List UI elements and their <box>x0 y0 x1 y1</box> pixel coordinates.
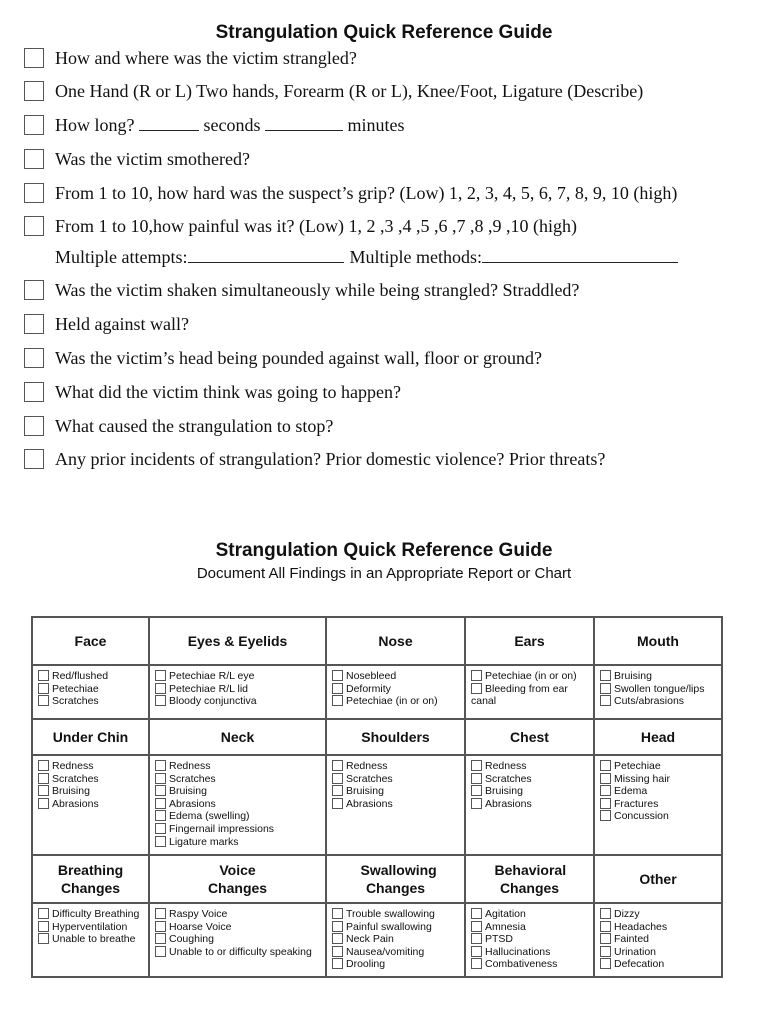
finding-label: PTSD <box>485 933 514 946</box>
finding-item <box>38 921 148 934</box>
finding-checkbox[interactable] <box>332 760 343 771</box>
finding-checkbox[interactable] <box>600 908 611 919</box>
finding-label: Fractures <box>614 797 659 810</box>
finding-item <box>600 946 721 959</box>
finding-item <box>38 798 148 811</box>
finding-label: Amnesia <box>485 920 526 933</box>
category-header-label: Nose <box>378 633 413 649</box>
category-header <box>465 719 594 755</box>
finding-checkbox[interactable] <box>600 958 611 969</box>
question-text: Held against wall? <box>55 314 189 334</box>
finding-checkbox[interactable] <box>600 946 611 957</box>
finding-checkbox[interactable] <box>471 785 482 796</box>
category-header <box>32 855 149 903</box>
finding-label: Combativeness <box>485 958 558 971</box>
finding-checkbox[interactable] <box>38 695 49 706</box>
finding-label: Dizzy <box>614 908 640 920</box>
finding-label: Redness <box>52 760 94 772</box>
finding-label: Abrasions <box>346 797 393 810</box>
question-checkbox[interactable] <box>24 382 44 402</box>
finding-item <box>332 760 464 773</box>
finding-label: Petechiae (in or on) <box>346 695 438 708</box>
finding-checkbox[interactable] <box>332 773 343 784</box>
category-items <box>32 903 149 977</box>
question-text: From 1 to 10,how painful was it? (Low) 1, 2 ,3 ,4 ,5 ,6 ,7 ,8 ,9 ,10 (high) <box>55 216 577 236</box>
finding-checkbox[interactable] <box>332 946 343 957</box>
finding-item <box>471 933 593 946</box>
finding-checkbox[interactable] <box>600 798 611 809</box>
finding-checkbox[interactable] <box>155 908 166 919</box>
finding-checkbox[interactable] <box>155 798 166 809</box>
finding-item <box>600 773 721 786</box>
finding-label: Difficulty Breathing <box>52 908 140 920</box>
finding-item <box>600 921 721 934</box>
finding-checkbox[interactable] <box>332 933 343 944</box>
finding-item <box>471 785 593 798</box>
finding-label: Scratches <box>169 772 216 785</box>
finding-item <box>155 823 325 836</box>
category-header-row <box>32 855 722 903</box>
category-header <box>32 719 149 755</box>
category-items <box>594 903 722 977</box>
finding-item <box>155 810 325 823</box>
finding-item <box>155 908 325 921</box>
finding-item <box>600 695 721 708</box>
finding-label: Painful swallowing <box>346 920 432 933</box>
category-header <box>465 617 594 665</box>
finding-checkbox[interactable] <box>600 683 611 694</box>
finding-label: Fingernail impressions <box>169 822 275 835</box>
finding-checkbox[interactable] <box>38 760 49 771</box>
finding-label: Bloody conjunctiva <box>169 695 257 708</box>
finding-checkbox[interactable] <box>471 958 482 969</box>
finding-label: Hallucinations <box>485 945 551 958</box>
finding-label: Redness <box>346 760 388 772</box>
finding-item <box>332 958 464 971</box>
finding-item <box>155 798 325 811</box>
finding-checkbox[interactable] <box>471 933 482 944</box>
category-items <box>149 755 326 855</box>
finding-checkbox[interactable] <box>332 798 343 809</box>
finding-label: Edema <box>614 785 648 798</box>
category-header <box>32 617 149 665</box>
finding-checkbox[interactable] <box>155 810 166 821</box>
finding-item <box>332 921 464 934</box>
finding-checkbox[interactable] <box>38 785 49 796</box>
finding-checkbox[interactable] <box>332 695 343 706</box>
finding-checkbox[interactable] <box>332 670 343 681</box>
finding-label: Hoarse Voice <box>169 920 232 933</box>
finding-checkbox[interactable] <box>471 683 482 694</box>
question-checkbox[interactable] <box>24 183 44 203</box>
seconds-blank[interactable] <box>139 115 199 131</box>
finding-item <box>155 670 325 683</box>
finding-checkbox[interactable] <box>332 921 343 932</box>
finding-checkbox[interactable] <box>600 760 611 771</box>
finding-item <box>155 921 325 934</box>
finding-label: Abrasions <box>52 797 99 810</box>
finding-label: Bleeding from ear canal <box>471 682 568 708</box>
finding-item <box>155 946 325 959</box>
finding-checkbox[interactable] <box>38 683 49 694</box>
category-items <box>32 665 149 719</box>
finding-checkbox[interactable] <box>155 683 166 694</box>
question-text <box>55 114 405 136</box>
category-header <box>149 719 326 755</box>
category-header <box>326 855 465 903</box>
category-items <box>326 903 465 977</box>
finding-checkbox[interactable] <box>155 823 166 834</box>
finding-item <box>471 670 593 683</box>
category-items <box>326 665 465 719</box>
multiple-methods-blank[interactable] <box>482 247 678 263</box>
finding-checkbox[interactable] <box>38 933 49 944</box>
finding-checkbox[interactable] <box>155 785 166 796</box>
question-text: What caused the strangulation to stop? <box>55 416 334 436</box>
category-header-label: Behavioral Changes <box>494 862 567 896</box>
category-items <box>326 755 465 855</box>
finding-label: Redness <box>485 760 527 772</box>
finding-item <box>332 946 464 959</box>
category-header <box>594 719 722 755</box>
finding-item <box>155 683 325 696</box>
finding-label: Petechiae R/L lid <box>169 682 248 695</box>
finding-checkbox[interactable] <box>155 836 166 847</box>
finding-checkbox[interactable] <box>600 933 611 944</box>
finding-checkbox[interactable] <box>471 670 482 681</box>
question-checkbox[interactable] <box>24 449 44 469</box>
finding-item <box>600 785 721 798</box>
finding-checkbox[interactable] <box>332 683 343 694</box>
question-text: Any prior incidents of strangulation? Prior domestic violence? Prior threats? <box>55 449 606 469</box>
finding-checkbox[interactable] <box>155 773 166 784</box>
finding-label: Concussion <box>614 810 669 823</box>
multiple-attempts-blank[interactable] <box>188 247 344 263</box>
finding-item <box>38 670 148 683</box>
finding-item <box>471 958 593 971</box>
finding-item <box>332 908 464 921</box>
finding-checkbox[interactable] <box>600 785 611 796</box>
finding-item <box>332 785 464 798</box>
finding-label: Bruising <box>614 670 652 682</box>
finding-item <box>471 921 593 934</box>
finding-item <box>155 785 325 798</box>
finding-item <box>38 760 148 773</box>
finding-checkbox[interactable] <box>471 908 482 919</box>
category-items <box>465 665 594 719</box>
category-header <box>594 855 722 903</box>
finding-item <box>155 836 325 849</box>
finding-label: Hyperventilation <box>52 920 128 933</box>
how-long-label: How long? <box>55 115 135 135</box>
category-header-label: Eyes & Eyelids <box>187 633 288 649</box>
category-items <box>465 903 594 977</box>
guide2-subtitle: Document All Findings in an Appropriate Report or Chart <box>196 565 572 582</box>
finding-checkbox[interactable] <box>38 773 49 784</box>
finding-label: Redness <box>169 760 211 772</box>
question-text: Was the victim’s head being pounded against wall, floor or ground? <box>55 348 542 368</box>
finding-label: Scratches <box>52 772 99 785</box>
question-checkbox[interactable] <box>24 280 44 300</box>
finding-checkbox[interactable] <box>471 946 482 957</box>
question-checkbox[interactable] <box>24 149 44 169</box>
finding-label: Scratches <box>485 772 532 785</box>
question-checkbox[interactable] <box>24 115 44 135</box>
category-header-label: Swallowing Changes <box>360 862 437 896</box>
finding-label: Swollen tongue/lips <box>614 682 705 695</box>
finding-label: Scratches <box>346 772 393 785</box>
finding-label: Red/flushed <box>52 670 109 682</box>
question-checkbox[interactable] <box>24 348 44 368</box>
finding-checkbox[interactable] <box>155 670 166 681</box>
finding-item <box>155 933 325 946</box>
finding-item <box>332 773 464 786</box>
question-text: From 1 to 10, how hard was the suspect’s grip? (Low) 1, 2, 3, 4, 5, 6, 7, 8, 9, 10 (high) <box>55 183 678 203</box>
finding-item <box>332 670 464 683</box>
category-items <box>594 755 722 855</box>
finding-checkbox[interactable] <box>155 695 166 706</box>
finding-checkbox[interactable] <box>155 933 166 944</box>
finding-label: Coughing <box>169 933 214 946</box>
finding-label: Bruising <box>346 785 384 798</box>
finding-label: Petechiae (in or on) <box>485 670 577 682</box>
finding-label: Bruising <box>52 785 90 798</box>
finding-checkbox[interactable] <box>471 798 482 809</box>
minutes-label: minutes <box>347 115 405 135</box>
question-text: Was the victim shaken simultaneously while being strangled? Straddled? <box>55 280 580 300</box>
category-items-row <box>32 755 722 855</box>
finding-label: Abrasions <box>485 797 532 810</box>
finding-item <box>155 695 325 708</box>
question-checkbox[interactable] <box>24 48 44 68</box>
finding-label: Bruising <box>169 785 207 798</box>
finding-item <box>155 760 325 773</box>
guide1-title: Strangulation Quick Reference Guide <box>215 22 553 43</box>
finding-checkbox[interactable] <box>600 773 611 784</box>
category-header-label: Chest <box>510 729 549 745</box>
category-header <box>465 855 594 903</box>
category-items <box>149 903 326 977</box>
finding-label: Agitation <box>485 908 526 920</box>
finding-checkbox[interactable] <box>471 921 482 932</box>
finding-checkbox[interactable] <box>155 760 166 771</box>
finding-label: Scratches <box>52 695 99 708</box>
finding-checkbox[interactable] <box>332 908 343 919</box>
finding-item <box>38 773 148 786</box>
finding-label: Trouble swallowing <box>346 908 435 920</box>
finding-label: Petechiae R/L eye <box>169 670 255 682</box>
finding-item <box>332 695 464 708</box>
finding-checkbox[interactable] <box>155 946 166 957</box>
finding-item <box>38 933 148 946</box>
category-header-label: Breathing Changes <box>57 862 124 896</box>
category-items <box>465 755 594 855</box>
finding-item <box>471 683 586 708</box>
finding-label: Neck Pain <box>346 933 394 946</box>
finding-item <box>471 798 593 811</box>
findings-table <box>31 616 723 978</box>
multiple-text <box>55 246 678 268</box>
category-header-label: Head <box>640 729 676 745</box>
finding-checkbox[interactable] <box>471 773 482 784</box>
finding-item <box>600 958 721 971</box>
finding-label: Edema (swelling) <box>169 810 250 823</box>
finding-item <box>38 785 148 798</box>
question-checkbox[interactable] <box>24 314 44 334</box>
category-header-label: Other <box>639 871 677 887</box>
finding-item <box>332 933 464 946</box>
finding-label: Abrasions <box>169 797 216 810</box>
category-items <box>149 665 326 719</box>
finding-checkbox[interactable] <box>600 695 611 706</box>
finding-label: Defecation <box>614 958 665 971</box>
finding-checkbox[interactable] <box>38 798 49 809</box>
finding-checkbox[interactable] <box>332 785 343 796</box>
category-items-row <box>32 665 722 719</box>
category-header <box>326 617 465 665</box>
category-header <box>326 719 465 755</box>
finding-item <box>155 773 325 786</box>
finding-checkbox[interactable] <box>471 760 482 771</box>
question-text: What did the victim think was going to happen? <box>55 382 401 402</box>
finding-item <box>600 670 721 683</box>
category-header <box>594 617 722 665</box>
finding-checkbox[interactable] <box>332 958 343 969</box>
finding-item <box>600 933 721 946</box>
finding-item <box>38 683 148 696</box>
finding-item <box>471 908 593 921</box>
finding-checkbox[interactable] <box>38 921 49 932</box>
question-checkbox[interactable] <box>24 216 44 236</box>
finding-label: Petechiae <box>614 760 661 772</box>
finding-label: Cuts/abrasions <box>614 695 685 708</box>
finding-item <box>471 760 593 773</box>
category-header-label: Ears <box>514 633 545 649</box>
question-checkbox[interactable] <box>24 416 44 436</box>
finding-item <box>471 773 593 786</box>
category-header-label: Under Chin <box>52 729 129 745</box>
finding-item <box>332 798 464 811</box>
question-text: Was the victim smothered? <box>55 149 250 169</box>
finding-item <box>38 908 148 921</box>
question-text: One Hand (R or L) Two hands, Forearm (R or L), Knee/Foot, Ligature (Describe) <box>55 81 644 101</box>
category-header-label: Voice Changes <box>207 862 268 896</box>
multiple-attempts-label: Multiple attempts: <box>55 247 188 267</box>
finding-label: Deformity <box>346 682 391 695</box>
finding-label: Nosebleed <box>346 670 397 682</box>
finding-item <box>600 908 721 921</box>
finding-checkbox[interactable] <box>600 670 611 681</box>
category-header-label: Neck <box>220 729 255 745</box>
finding-label: Headaches <box>614 920 668 933</box>
finding-label: Nausea/vomiting <box>346 945 425 958</box>
category-header-row <box>32 719 722 755</box>
category-header <box>149 617 326 665</box>
finding-item <box>600 798 721 811</box>
finding-label: Fainted <box>614 933 650 946</box>
finding-label: Drooling <box>346 958 386 971</box>
question-checkbox[interactable] <box>24 81 44 101</box>
category-header-label: Shoulders <box>361 729 430 745</box>
category-header-row <box>32 617 722 665</box>
category-header-label: Face <box>74 633 107 649</box>
category-items-row <box>32 903 722 977</box>
guide2-title: Strangulation Quick Reference Guide <box>215 540 553 561</box>
finding-item <box>600 760 721 773</box>
finding-item <box>471 946 593 959</box>
finding-label: Missing hair <box>614 772 671 785</box>
finding-label: Ligature marks <box>169 835 239 848</box>
finding-label: Raspy Voice <box>169 908 228 920</box>
category-header-label: Mouth <box>637 633 679 649</box>
finding-item <box>600 810 721 823</box>
finding-label: Unable to or difficulty speaking <box>169 945 312 958</box>
finding-label: Petechiae <box>52 682 99 695</box>
minutes-blank[interactable] <box>265 115 343 131</box>
finding-label: Urination <box>614 945 657 958</box>
finding-checkbox[interactable] <box>155 921 166 932</box>
finding-item <box>38 695 148 708</box>
category-items <box>32 755 149 855</box>
category-items <box>594 665 722 719</box>
multiple-methods-label: Multiple methods: <box>349 247 482 267</box>
finding-item <box>332 683 464 696</box>
category-header <box>149 855 326 903</box>
finding-checkbox[interactable] <box>600 810 611 821</box>
finding-item <box>600 683 721 696</box>
finding-checkbox[interactable] <box>38 908 49 919</box>
question-text: How and where was the victim strangled? <box>55 48 357 68</box>
finding-checkbox[interactable] <box>600 921 611 932</box>
finding-label: Unable to breathe <box>52 933 136 946</box>
finding-checkbox[interactable] <box>38 670 49 681</box>
seconds-label: seconds <box>203 115 261 135</box>
finding-label: Bruising <box>485 785 523 798</box>
